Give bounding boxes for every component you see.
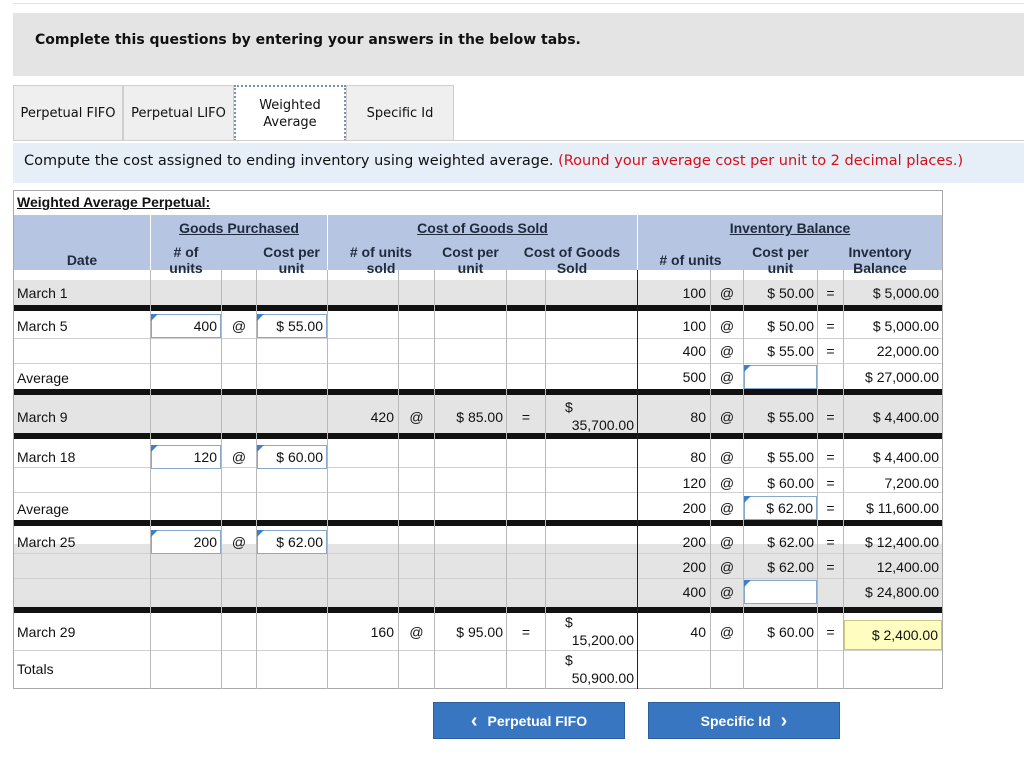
- equals-symbol: =: [521, 624, 531, 640]
- march18-balance-units-2: 120: [682, 475, 706, 491]
- at-symbol: @: [409, 624, 424, 640]
- date-march-18: March 18: [17, 449, 76, 465]
- total-cost-of-goods-sold: 50,900.00: [571, 670, 634, 686]
- row-separator: [14, 607, 942, 613]
- march5-balance-cost-1: $ 50.00: [767, 318, 814, 334]
- group-goods-purchased: Goods Purchased: [179, 220, 299, 236]
- tab-label: Perpetual FIFO: [20, 105, 116, 121]
- march18-balance-cost-2: $ 60.00: [767, 475, 814, 491]
- at-symbol: @: [719, 500, 735, 516]
- equals-symbol: =: [826, 500, 835, 516]
- march1-balance-units: 100: [682, 285, 706, 301]
- march29-sold-units: 160: [370, 624, 394, 640]
- equals-symbol: =: [826, 318, 835, 334]
- group-inventory-balance: Inventory Balance: [729, 220, 851, 236]
- row-separator: [14, 433, 942, 439]
- equals-symbol: =: [826, 559, 835, 575]
- instruction-banner: [13, 13, 1024, 76]
- march5-balance-units-2: 400: [682, 343, 706, 359]
- march29-balance-cost: $ 60.00: [767, 624, 814, 640]
- march5-balance-total-2: 22,000.00: [876, 343, 939, 359]
- prev-tab-button[interactable]: [433, 702, 625, 739]
- row-line: [14, 492, 942, 493]
- march1-balance-total: $ 5,000.00: [872, 285, 939, 301]
- march25-purchased-cost-input[interactable]: $ 62.00: [257, 530, 327, 554]
- tab-label: Weighted Average: [259, 98, 321, 130]
- date-average-1: Average: [17, 370, 69, 386]
- ending-inventory-answer[interactable]: $ 2,400.00: [844, 620, 942, 650]
- equals-symbol: =: [826, 409, 835, 425]
- march5-purchased-units-input[interactable]: 400: [151, 314, 221, 338]
- col-date: Date: [66, 252, 98, 268]
- tab-specific-id[interactable]: [346, 85, 454, 141]
- at-symbol: @: [719, 409, 735, 425]
- march18-balance-total-2: 7,200.00: [884, 475, 939, 491]
- march18-balance-units-1: 80: [690, 449, 706, 465]
- at-symbol: @: [719, 559, 735, 575]
- equals-symbol: =: [826, 624, 835, 640]
- row-separator: [14, 389, 942, 395]
- march5-balance-total-1: $ 5,000.00: [872, 318, 939, 334]
- row-separator: [14, 305, 942, 311]
- march9-cost-of-goods-sold: 35,700.00: [571, 417, 634, 433]
- march18-balance-cost-1: $ 55.00: [767, 449, 814, 465]
- equals-symbol: =: [826, 285, 835, 301]
- col-purchased-cost: Cost per unit: [263, 244, 320, 276]
- march9-balance-total: $ 4,400.00: [872, 409, 939, 425]
- avg2-balance-units: 200: [682, 500, 706, 516]
- at-symbol: @: [719, 285, 735, 301]
- date-march-1: March 1: [17, 285, 68, 301]
- col-balance-units: # of units: [659, 252, 722, 268]
- at-symbol: @: [719, 624, 735, 640]
- march18-purchased-units-input[interactable]: 120: [151, 445, 221, 469]
- equals-symbol: =: [826, 534, 835, 550]
- tab-bar: [13, 85, 1024, 141]
- chevron-left-icon: ‹: [470, 709, 478, 732]
- march9-balance-cost: $ 55.00: [767, 409, 814, 425]
- prev-tab-label: Perpetual FIFO: [487, 712, 588, 729]
- row-line: [14, 578, 942, 579]
- tab-label: Specific Id: [366, 105, 434, 121]
- at-symbol: @: [231, 534, 247, 550]
- rounding-note: (Round your average cost per unit to 2 decimal places.): [558, 153, 964, 169]
- date-march-29: March 29: [17, 624, 76, 640]
- march29-balance-units: 40: [690, 624, 706, 640]
- at-symbol: @: [719, 369, 735, 385]
- tab-perpetual-fifo[interactable]: [13, 85, 123, 141]
- march25-balance-units-3: 400: [682, 584, 706, 600]
- march5-balance-units-1: 100: [682, 318, 706, 334]
- march9-sold-units: 420: [370, 409, 394, 425]
- march9-balance-units: 80: [690, 409, 706, 425]
- next-tab-button[interactable]: [648, 702, 840, 739]
- at-symbol: @: [231, 449, 247, 465]
- col-balance-cost: Cost per unit: [752, 244, 809, 276]
- equals-symbol: =: [826, 343, 835, 359]
- avg1-balance-units: 500: [682, 369, 706, 385]
- date-totals: Totals: [17, 661, 54, 677]
- march25-purchased-units-input[interactable]: 200: [151, 530, 221, 554]
- date-march-9: March 9: [17, 409, 68, 425]
- tab-label: Perpetual LIFO: [131, 105, 226, 121]
- at-symbol: @: [719, 343, 735, 359]
- march18-balance-total-1: $ 4,400.00: [872, 449, 939, 465]
- row-line: [14, 338, 942, 339]
- col-line: [545, 270, 546, 689]
- col-purchased-units: # of units: [169, 244, 203, 276]
- march25-balance-total-3: $ 24,800.00: [865, 584, 939, 600]
- dollar-sign: $: [565, 399, 573, 415]
- tab-perpetual-lifo[interactable]: [123, 85, 234, 141]
- equals-symbol: =: [521, 409, 531, 425]
- instruction-bar: [13, 143, 1024, 183]
- date-average-2: Average: [17, 501, 69, 517]
- tab-weighted-average[interactable]: [234, 85, 346, 141]
- at-symbol: @: [719, 534, 735, 550]
- at-symbol: @: [409, 409, 424, 425]
- equals-symbol: =: [826, 475, 835, 491]
- row-separator: [14, 520, 942, 526]
- march25-balance-units-1: 200: [682, 534, 706, 550]
- tab-divider: [13, 140, 1024, 141]
- at-symbol: @: [719, 584, 735, 600]
- next-tab-label: Specific Id: [700, 712, 771, 729]
- date-march-5: March 5: [17, 318, 68, 334]
- banner-text: Complete this questions by entering your answers in the below tabs.: [35, 32, 581, 48]
- top-divider: [13, 3, 1024, 4]
- march1-balance-cost: $ 50.00: [767, 285, 814, 301]
- at-symbol: @: [719, 475, 735, 491]
- march18-purchased-cost-input[interactable]: $ 60.00: [257, 445, 327, 469]
- col-sold-cost: Cost per unit: [442, 244, 499, 276]
- avg1-cost-per-unit-input[interactable]: [744, 365, 817, 389]
- dollar-sign: $: [565, 614, 573, 630]
- avg2-balance-total: $ 11,600.00: [866, 500, 939, 516]
- march5-balance-cost-2: $ 55.00: [767, 343, 814, 359]
- march25-balance-units-2: 200: [682, 559, 706, 575]
- avg3-cost-per-unit-input[interactable]: [744, 580, 817, 604]
- chevron-right-icon: ›: [780, 709, 788, 732]
- row-line: [14, 650, 942, 651]
- avg2-cost-per-unit-input[interactable]: $ 62.00: [744, 496, 817, 520]
- group-cost-of-goods-sold: Cost of Goods Sold: [417, 220, 548, 236]
- at-symbol: @: [719, 449, 735, 465]
- march5-purchased-cost-input[interactable]: $ 55.00: [257, 314, 327, 338]
- col-cost-of-goods-sold: Cost of Goods Sold: [523, 244, 621, 276]
- col-inventory-balance: Inventory Balance: [848, 244, 912, 276]
- weighted-average-table: [13, 190, 943, 690]
- at-symbol: @: [719, 318, 735, 334]
- march25-balance-cost-2: $ 62.00: [767, 559, 814, 575]
- march9-sold-cost: $ 85.00: [456, 409, 503, 425]
- date-march-25: March 25: [17, 534, 76, 550]
- march25-balance-total-2: 12,400.00: [876, 559, 939, 575]
- row-line: [14, 363, 942, 364]
- dollar-sign: $: [565, 652, 573, 668]
- march25-balance-total-1: $ 12,400.00: [865, 534, 939, 550]
- col-sold-units: # of units sold: [349, 244, 413, 276]
- march25-balance-cost-1: $ 62.00: [767, 534, 814, 550]
- at-symbol: @: [231, 318, 247, 334]
- march29-sold-cost: $ 95.00: [456, 624, 503, 640]
- equals-symbol: =: [826, 449, 835, 465]
- march29-cost-of-goods-sold: 15,200.00: [571, 632, 634, 648]
- instruction-text: Compute the cost assigned to ending inventory using weighted average. (Round your average cost per unit to 2 decimal places.): [24, 153, 964, 169]
- table-title: Weighted Average Perpetual:: [17, 194, 211, 210]
- avg1-balance-total: $ 27,000.00: [865, 369, 939, 385]
